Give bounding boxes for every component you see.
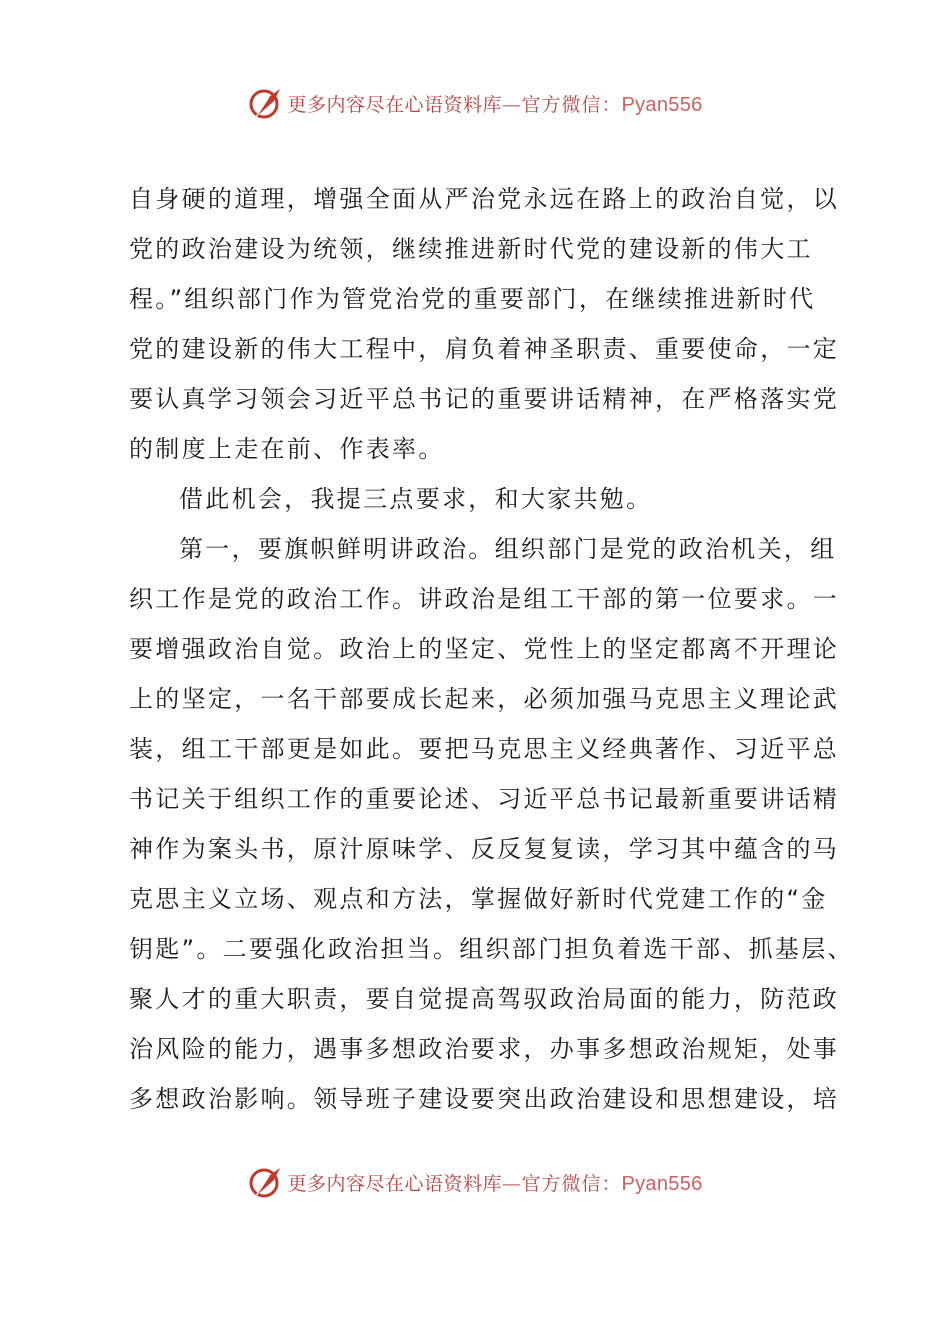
- footer-wechat-label: 官方微信：: [521, 1172, 622, 1195]
- footer-banner: [0, 1162, 950, 1202]
- body-line: 的制度上走在前、作表率。: [129, 435, 445, 463]
- header-banner: [0, 83, 950, 123]
- body-line: 钥匙”。二要强化政治担当。组织部门担负着选干部、抓基层、: [129, 935, 854, 963]
- body-line: 程。”组织部门作为管党治党的重要部门，在继续推进新时代: [129, 285, 816, 313]
- footer-wechat-id: Pyan556: [621, 1172, 703, 1195]
- quill-logo-icon: [247, 1164, 283, 1200]
- body-line: 书记关于组织工作的重要论述、习近平总书记最新重要讲话精: [129, 785, 840, 813]
- body-line: 要增强政治自觉。政治上的坚定、党性上的坚定都离不开理论: [129, 635, 840, 663]
- header-promo: [287, 90, 702, 117]
- body-line: 要认真学习领会习近平总书记的重要讲话精神，在严格落实党: [129, 385, 840, 413]
- header-wechat-id: Pyan556: [621, 93, 703, 116]
- document-body: [129, 174, 854, 1124]
- body-line: 自身硬的道理，增强全面从严治党永远在路上的政治自觉，以: [129, 185, 840, 213]
- header-promo-text: 更多内容尽在心语资料库: [287, 93, 502, 116]
- paragraph-start-line: 借此机会，我提三点要求，和大家共勉。: [179, 485, 653, 513]
- footer-promo: [287, 1169, 702, 1196]
- body-line: 上的坚定，一名干部要成长起来，必须加强马克思主义理论武: [129, 685, 840, 713]
- body-line: 装，组工干部更是如此。要把马克思主义经典著作、习近平总: [129, 735, 840, 763]
- body-line: 治风险的能力，遇事多想政治要求，办事多想政治规矩，处事: [129, 1035, 840, 1063]
- body-line: 多想政治影响。领导班子建设要突出政治建设和思想建设，培: [129, 1085, 840, 1113]
- body-line: 聚人才的重大职责，要自觉提高驾驭政治局面的能力，防范政: [129, 985, 840, 1013]
- body-line: 神作为案头书，原汁原味学、反反复复读，学习其中蕴含的马: [129, 835, 840, 863]
- header-wechat-label: 官方微信：: [521, 93, 622, 116]
- header-separator: —: [501, 93, 522, 116]
- body-line: 党的政治建设为统领，继续推进新时代党的建设新的伟大工: [129, 235, 813, 263]
- body-line: 党的建设新的伟大工程中，肩负着神圣职责、重要使命，一定: [129, 335, 840, 363]
- quill-logo-icon: [247, 85, 283, 121]
- body-line: 织工作是党的政治工作。讲政治是组工干部的第一位要求。一: [129, 585, 840, 613]
- footer-separator: —: [501, 1172, 522, 1195]
- paragraph-start-line: 第一，要旗帜鲜明讲政治。组织部门是党的政治机关，组: [179, 535, 837, 563]
- body-line: 克思主义立场、观点和方法，掌握做好新时代党建工作的“金: [129, 885, 828, 913]
- footer-promo-text: 更多内容尽在心语资料库: [287, 1172, 502, 1195]
